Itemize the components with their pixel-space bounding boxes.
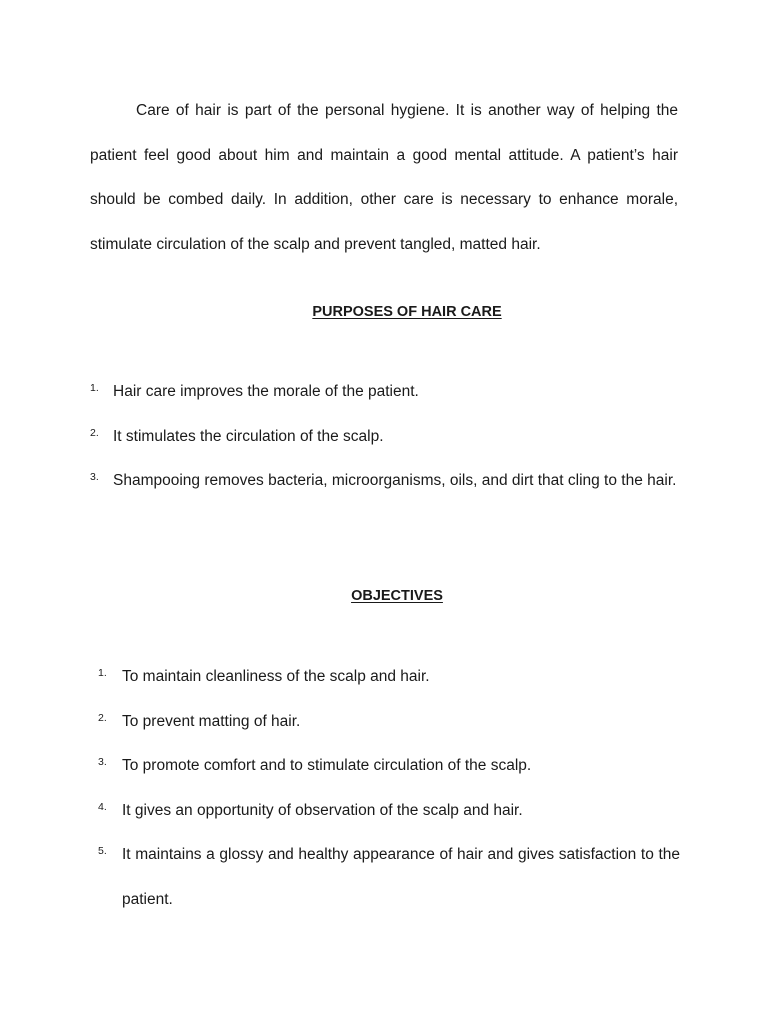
list-item — [90, 370, 680, 415]
list-item — [98, 789, 680, 834]
objectives-list — [98, 655, 680, 922]
list-item-text: It maintains a glossy and healthy appearance of hair and gives satisfaction to the patient. — [122, 846, 680, 908]
list-item — [90, 459, 680, 504]
list-number: 1. — [90, 382, 99, 394]
intro-paragraph: Care of hair is part of the personal hygiene. It is another way of helping the patient feel good about him and maintain a good mental attitude. A patient’s hair should be combed daily. In addition, other care is necessary to enhance morale, stimulate circulation of the scalp and prevent tangled, matted hair. — [90, 102, 678, 253]
list-number: 3. — [98, 756, 107, 768]
purposes-heading: PURPOSES OF HAIR CARE — [312, 304, 502, 320]
list-item-text: To promote comfort and to stimulate circulation of the scalp. — [122, 757, 532, 774]
list-number: 4. — [98, 800, 107, 813]
list-item — [90, 415, 680, 460]
list-item — [98, 744, 680, 789]
list-item-text: It gives an opportunity of observation of the scalp and hair. — [122, 801, 523, 819]
list-number: 2. — [98, 711, 107, 724]
list-item — [98, 833, 680, 922]
list-item — [98, 655, 680, 700]
list-item — [98, 700, 680, 745]
list-item-text: To maintain cleanliness of the scalp and hair. — [122, 668, 430, 685]
list-item-text: Hair care improves the morale of the patient. — [113, 383, 419, 400]
list-item-text: Shampooing removes bacteria, microorganisms, oils, and dirt that cling to the hair. — [113, 472, 677, 489]
list-item-text: It stimulates the circulation of the scalp. — [113, 427, 384, 445]
list-number: 2. — [90, 426, 99, 439]
list-number: 3. — [90, 471, 99, 483]
purposes-list — [90, 370, 680, 504]
list-item-text: To prevent matting of hair. — [122, 712, 301, 730]
list-number: 1. — [98, 667, 107, 679]
objectives-heading: OBJECTIVES — [351, 588, 443, 604]
list-number: 5. — [98, 845, 107, 857]
